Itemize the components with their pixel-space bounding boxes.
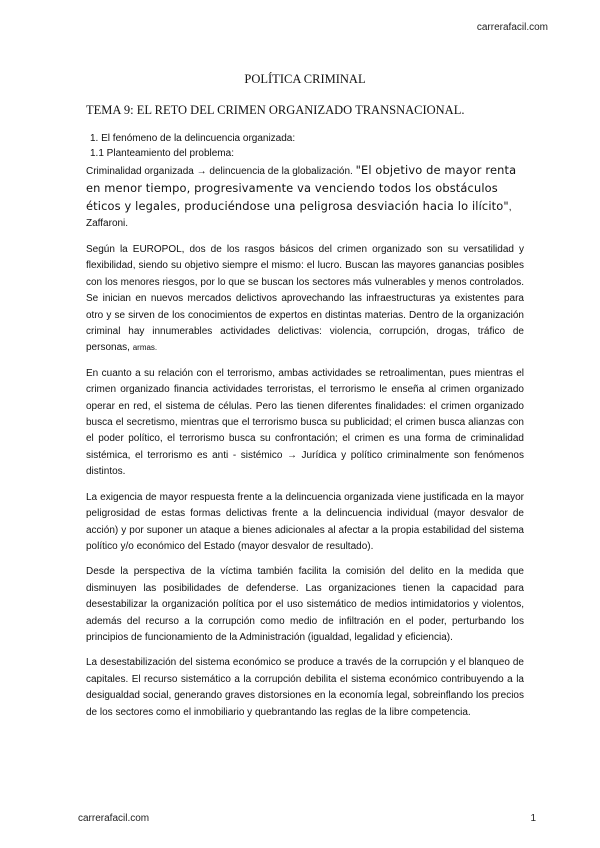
document-title: POLÍTICA CRIMINAL (244, 72, 366, 86)
paragraph-terrorism: En cuanto a su relación con el terrorismo, ambas actividades se retroalimentan, pues mientras el crimen organizado financia actividades terroristas, el terrorismo le enseña al crimen organizado operar en red, el sistema de células. Pero las tienen diferentes finalidades: el crimen organizado busca el secretismo, mientras que el terrorismo busca su publicidad; el crimen busca alianzas con el poder político, el terrorismo busca su confrontación; el crimen es una forma de criminalidad sistémica, el terrorismo es anti - sistémico → Jurídica y político criminalmente son fenómenos distintos. (86, 367, 524, 478)
paragraph-europol-text: Según la EUROPOL, dos de los rasgos básicos del crimen organizado son su versatilidad y flexibilidad, siendo su objetivo siempre el mismo: el lucro. Buscan las mayores ganancias posibles con los menores riesgos, por lo que se buscan los sectores más vulnerables y menos controlados. Se inician en nuevos mercados delictivos aprovechando las infraestructuras ya existentes para otro y se sirven de los conocimientos de expertos en distintas materias. Dentro de la organización criminal hay innumerables actividades delictivas: violencia, corrupción, drogas, tráfico de personas, (86, 244, 524, 354)
paragraph-europol-tail: armas. (132, 343, 158, 353)
paragraph-victim: Desde la perspectiva de la víctima también facilita la comisión del delito en la medida que disminuyen las posibilidades de defenderse. Las organizaciones tienen la capacidad para desestabilizar la organización política por el uso sistemático de medios intimidatorios y violentos, además del recurso a la corrupción como medio de infiltración en el poder, perturbando los principios de funcionamiento de la Administración (igualdad, legalidad y eficiencia). (86, 566, 524, 643)
paragraph-response: La exigencia de mayor respuesta frente a la delincuencia organizada viene justificada en la mayor peligrosidad de estas formas delictivas frente a la delincuencia individual (mayor desvalor de acción) y por suponer un ataque a bienes adicionales al afectar a la propia estabilidad del sistema político y/o económico del Estado (mayor desvalor de resultado). (86, 491, 524, 552)
paragraph-economic: La desestabilización del sistema económico se produce a través de la corrupción y el blanqueo de capitales. El recurso sistemático a la corrupción debilita el sistema económico contribuyendo a la desigualdad social, generando graves distorsiones en la economía legal, sobreinflando los precios de los sectores como el inmobiliario y quebrantando las reglas de la libre competencia. (86, 657, 524, 718)
lead-quote: "El objetivo de mayor renta en menor tiempo, progresivamente va venciendo todos los obstáculos éticos y legales, produciéndose una peligrosa desviación hacia lo ilícito" (86, 163, 517, 213)
footer-site-name: carrerafacil.com (78, 813, 150, 824)
document-subtitle: TEMA 9: EL RETO DEL CRIMEN ORGANIZADO TRANSNACIONAL. (86, 103, 465, 117)
document-body (86, 72, 524, 730)
page-number: 1 (530, 813, 536, 824)
section-heading: 1. El fenómeno de la delincuencia organizada: (90, 133, 296, 144)
subsection-heading: 1.1 Planteamiento del problema: (90, 148, 234, 159)
paragraph-europol (86, 242, 524, 357)
lead-prefix: Criminalidad organizada → delincuencia de la globalización. (86, 166, 356, 177)
lead-author: , Zaffaroni. (86, 202, 512, 229)
lead-paragraph (86, 162, 524, 232)
header-site-name: carrerafacil.com (476, 22, 548, 33)
